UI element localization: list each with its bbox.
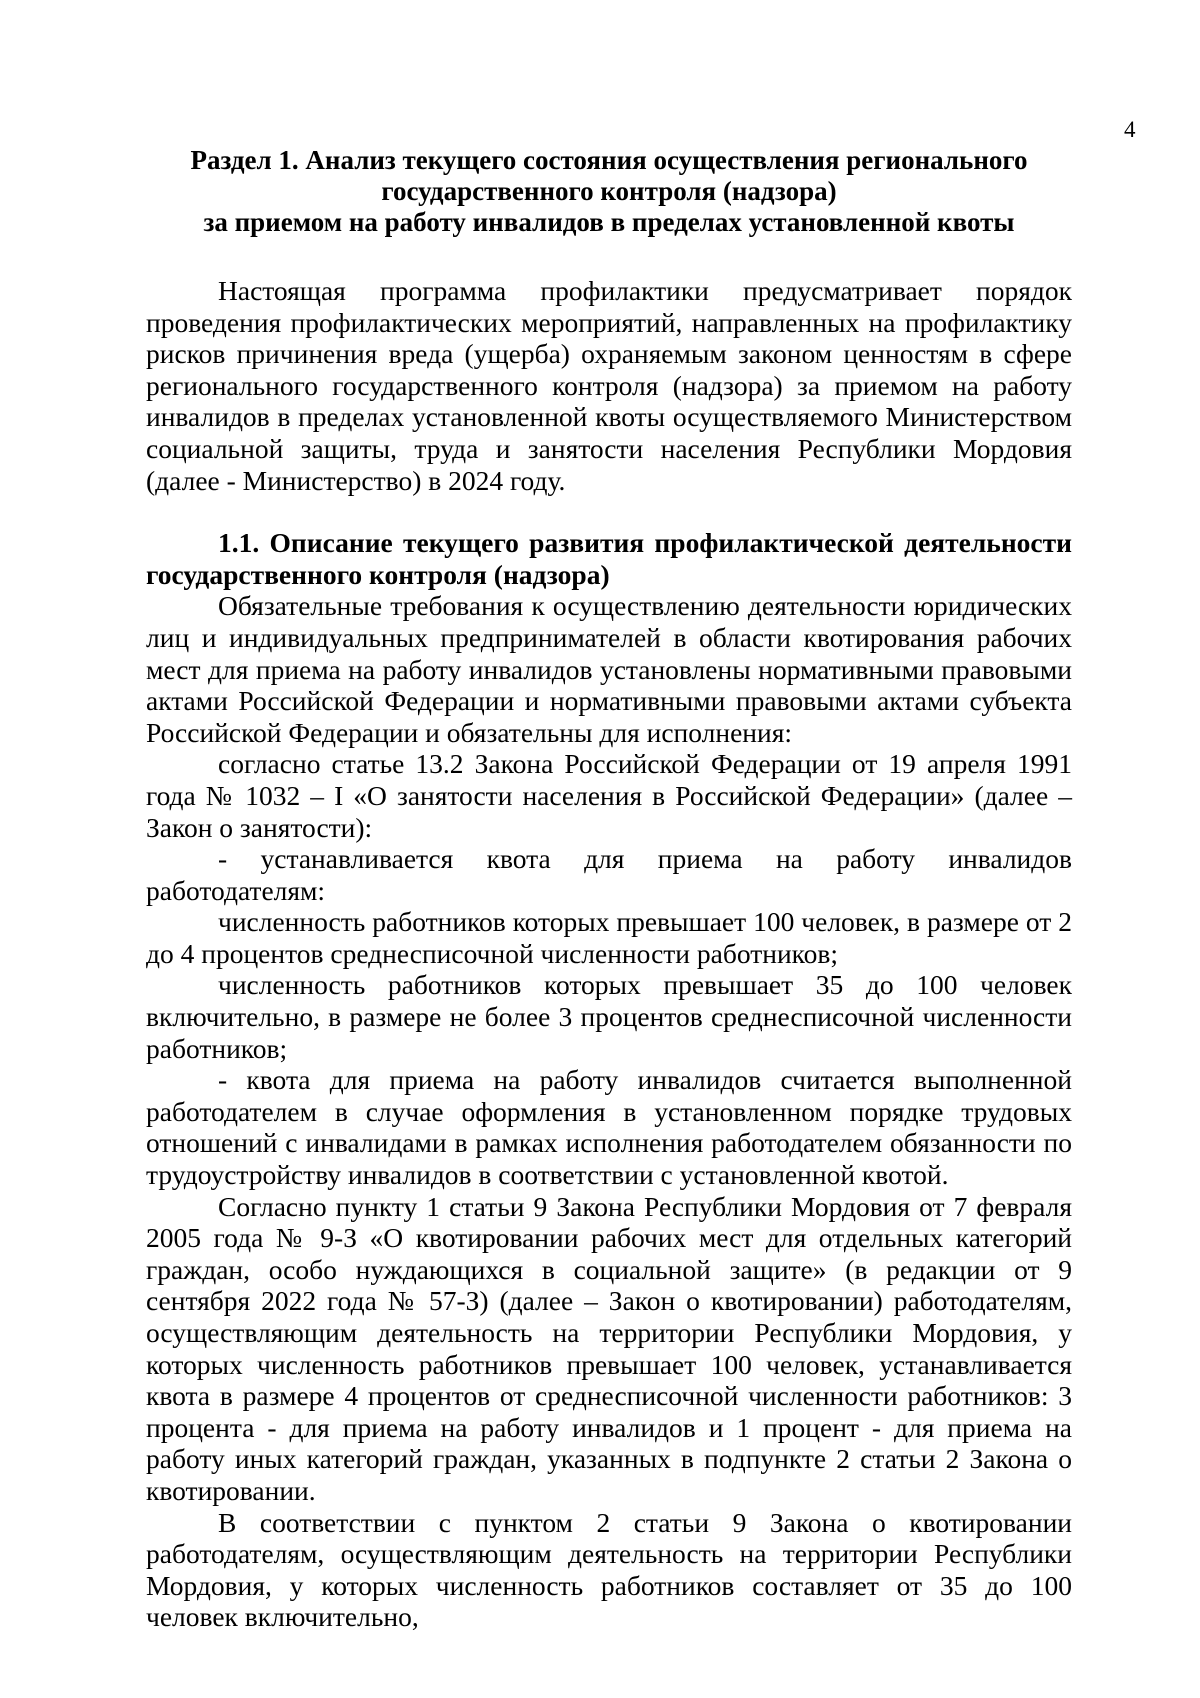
document-body <box>146 275 1072 1633</box>
paragraph-quota-rule: - устанавливается квота для приема на работу инвалидов работодателям: <box>146 843 1072 906</box>
subsection-heading: 1.1. Описание текущего развития профилактической деятельности государственного контроля (надзора) <box>146 527 1072 590</box>
paragraph-point-2: В соответствии с пунктом 2 статьи 9 Закона о квотировании работодателям, осуществляющим деятельность на территории Республики Мордовия, у которых численность работников составляет от 35 до 100 человек включительно, <box>146 1506 1072 1633</box>
paragraph-mordovia-law: Согласно пункту 1 статьи 9 Закона Республики Мордовия от 7 февраля 2005 года № 9-З «О квотировании рабочих мест для отдельных категорий граждан, особо нуждающихся в социальной защите» (в редакции от 9 сентября 2022 года № 57-З) (далее – Закон о квотировании) работодателям, осуществляющим деятельность на территории Республики Мордовия, у которых численность работников превышает 100 человек, устанавливается квота в размере 4 процентов от среднесписочной численности работников: 3 процента - для приема на работу инвалидов и 1 процент - для приема на работу иных категорий граждан, указанных в подпункте 2 статьи 2 Закона о квотировании. <box>146 1190 1072 1506</box>
paragraph-requirements: Обязательные требования к осуществлению деятельности юридических лиц и индивидуальных предпринимателей в области квотирования рабочих мест для приема на работу инвалидов установлены нормативными правовыми актами Российской Федерации и нормативными правовыми актами субъекта Российской Федерации и обязательны для исполнения: <box>146 590 1072 748</box>
section-heading-line-3: за приемом на работу инвалидов в пределах установленной квоты <box>203 207 1015 237</box>
paragraph-law-reference: согласно статье 13.2 Закона Российской Федерации от 19 апреля 1991 года № 1032 – I «О занятости населения в Российской Федерации» (далее – Закон о занятости): <box>146 748 1072 843</box>
intro-paragraph: Настоящая программа профилактики предусматривает порядок проведения профилактических мероприятий, направленных на профилактику рисков причинения вреда (ущерба) охраняемым законом ценностям в сфере регионального государственного контроля (надзора) за приемом на работу инвалидов в пределах установленной квоты осуществляемого Министерством социальной защиты, труда и занятости населения Республики Мордовия (далее - Министерство) в 2024 году. <box>146 275 1072 496</box>
section-heading <box>146 0 1072 238</box>
paragraph-quota-fulfilled: - квота для приема на работу инвалидов считается выполненной работодателем в случае оформления в установленном порядке трудовых отношений с инвалидами в рамках исполнения работодателем обязанности по трудоустройству инвалидов в соответствии с установленной квотой. <box>146 1064 1072 1191</box>
section-heading-line-1: Раздел 1. Анализ текущего состояния осуществления регионального <box>190 145 1028 175</box>
paragraph-35-to-100: численность работников которых превышает 35 до 100 человек включительно, в размере не более 3 процентов среднесписочной численности работников; <box>146 969 1072 1064</box>
page-number: 4 <box>1124 117 1136 142</box>
paragraph-over-100: численность работников которых превышает 100 человек, в размере от 2 до 4 процентов среднесписочной численности работников; <box>146 906 1072 969</box>
section-heading-line-2: государственного контроля (надзора) <box>381 176 837 206</box>
